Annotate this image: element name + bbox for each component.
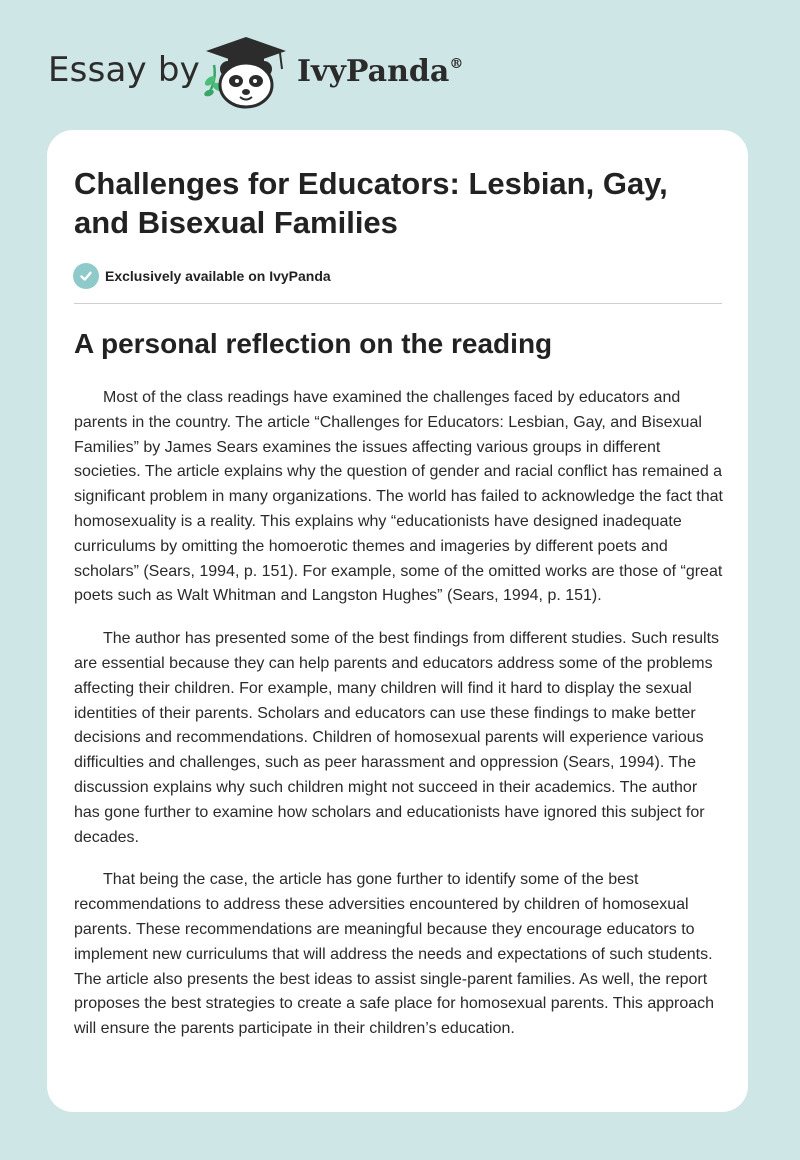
paragraph: Most of the class readings have examined the challenges faced by educators and parents in the country. The article “Challenges for Educators: Lesbian, Gay, and Bisexual Families” by James Sears examines the issues affecting various groups in different societies. The article explains why the question of gender and racial conflict has remained a significant problem in many organizations. The world has failed to acknowledge the fact that homosexuality is a reality. This explains why “educationists have designed inadequate curriculums by omitting the homoerotic themes and imageries by different poets and scholars” (Sears, 1994, p. 151). For example, some of the omitted works are those of “great poets such as Walt Whitman and Langston Hughes” (Sears, 1994, p. 151). [74, 389, 723, 605]
paragraph: The author has presented some of the best findings from different studies. Such results are essential because they can help parents and educators address some of the problems affecting their children. For example, many children will find it hard to display the sexual identities of their parents. Scholars and educators can use these findings to make better decisions and recommendations. Children of homosexual parents will experience various difficulties and challenges, such as peer harassment and oppression (Sears, 1994). The discussion explains why such children might not succeed in their academics. The author has gone further to examine how scholars and educationists have ignored this subject for decades. [74, 630, 720, 846]
paragraph: That being the case, the article has gone further to identify some of the best recommendations to address these adversities encountered by children of homosexual parents. These recommendations are meaningful because they encourage educators to implement new curriculums that will address the needs and expectations of such students. The article also presents the best ideas to assist single-parent families. As well, the report proposes the best strategies to create a safe place for homosexual parents. This approach will ensure the parents participate in their children’s education. [74, 871, 715, 1038]
checkmark-icon [73, 263, 99, 289]
page-title: Challenges for Educators: Lesbian, Gay, and Bisexual Families [74, 166, 668, 240]
section-heading: A personal reflection on the reading [74, 328, 553, 359]
exclusive-badge [73, 263, 331, 289]
brand-name-text: IvyPanda [297, 54, 450, 89]
essay-card [47, 130, 748, 1112]
brand-name[interactable] [297, 54, 463, 89]
site-header [0, 0, 800, 130]
exclusive-badge-label: Exclusively available on IvyPanda [105, 268, 331, 284]
divider [74, 303, 722, 304]
trademark-symbol: ® [449, 56, 464, 72]
essay-by-label: Essay by [48, 50, 200, 90]
essay-body [74, 386, 724, 1060]
panda-logo-icon[interactable] [200, 35, 292, 110]
